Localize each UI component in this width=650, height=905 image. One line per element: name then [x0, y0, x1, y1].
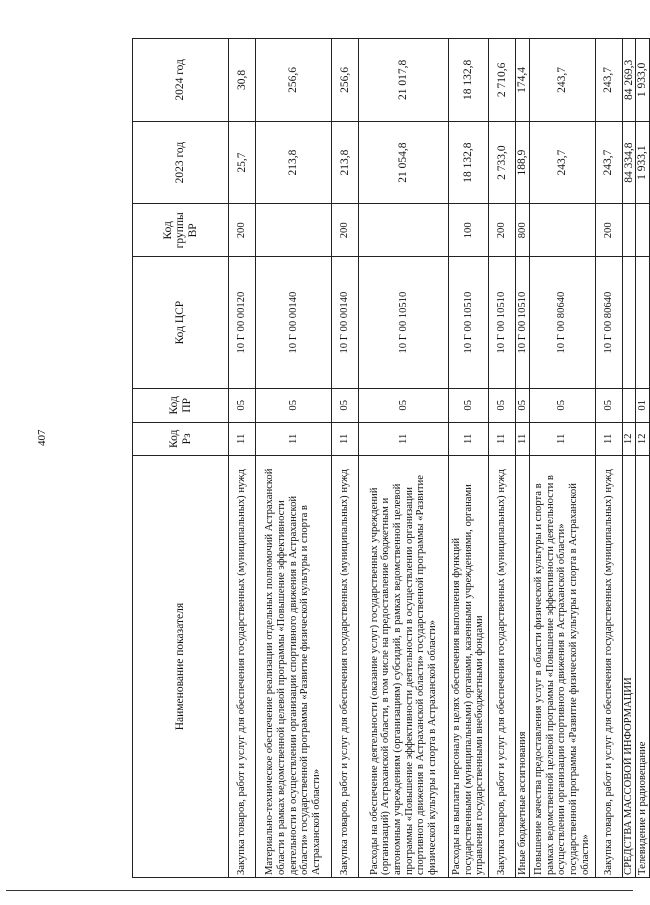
cell-vr — [529, 204, 595, 257]
cell-pr: 05 — [595, 389, 622, 423]
table-row — [229, 39, 256, 878]
cell-pr: 05 — [516, 389, 530, 423]
cell-2023: 243,7 — [595, 121, 622, 204]
cell-2023: 1 933,1 — [636, 121, 650, 204]
cell-name: Материально-техническое обеспечение реализации отдельных полномочий Астраханской области в рамках ведомственной целевой программы «Повышение эффективности деятельности в осуществлении организации спортивного движения в Астраханской области» государственной программы «Развитие физической культуры и спорта в Астраханской области» — [256, 456, 332, 878]
table-row — [636, 39, 650, 878]
table-header-row — [133, 39, 229, 878]
cell-pr: 01 — [636, 389, 650, 423]
cell-csr: 10 Г 00 00120 — [229, 257, 256, 389]
cell-2023: 18 132,8 — [449, 121, 489, 204]
header-pr: Код ПР — [133, 389, 229, 423]
cell-vr: 200 — [332, 204, 359, 257]
cell-rz: 11 — [229, 422, 256, 456]
cell-name: Расходы на обеспечение деятельности (оказание услуг) государственных учреждений (организаций) Астраханской области, в том числе на предоставление бюджетным и автономным учреждениям (организациям) субсидий, в рамках ведомственной целевой программы «Повышение эффективности деятельности в осуществлении организации спортивного движения в Астраханской области» государственной программы «Развитие физической культуры и спорта в Астраханской области» — [359, 456, 449, 878]
header-rz: Код Рз — [133, 422, 229, 456]
table-row — [489, 39, 516, 878]
cell-csr: 10 Г 00 00140 — [256, 257, 332, 389]
cell-rz: 11 — [359, 422, 449, 456]
table-row — [256, 39, 332, 878]
cell-name: Закупка товаров, работ и услуг для обеспечения государственных (муниципальных) нужд — [229, 456, 256, 878]
table-row — [516, 39, 530, 878]
cell-2024: 243,7 — [595, 39, 622, 122]
cell-vr: 800 — [516, 204, 530, 257]
cell-pr: 05 — [332, 389, 359, 423]
cell-csr: 10 Г 00 10510 — [359, 257, 449, 389]
cell-name: Телевидение и радиовещание — [636, 456, 650, 878]
cell-2023: 21 054,8 — [359, 121, 449, 204]
cell-2024: 18 132,8 — [449, 39, 489, 122]
cell-2023: 213,8 — [256, 121, 332, 204]
cell-name: Повышение качества предоставления услуг в области физической культуры и спорта в рамках ведомственной целевой программы «Повышение эффективности деятельности в осуществлении организации спортивного движения в Астраханской области» государственной программы «Развитие физической культуры и спорта в Астраханской области» — [529, 456, 595, 878]
cell-2023: 25,7 — [229, 121, 256, 204]
table-row — [595, 39, 622, 878]
table-row — [332, 39, 359, 878]
cell-pr: 05 — [529, 389, 595, 423]
cell-2024: 1 933,0 — [636, 39, 650, 122]
cell-2024: 174,4 — [516, 39, 530, 122]
cell-pr: 05 — [449, 389, 489, 423]
cell-2024: 2 710,6 — [489, 39, 516, 122]
header-2023: 2023 год — [133, 121, 229, 204]
cell-pr — [622, 389, 636, 423]
cell-2024: 243,7 — [529, 39, 595, 122]
document-page — [132, 38, 649, 878]
cell-vr: 100 — [449, 204, 489, 257]
cell-rz: 12 — [636, 422, 650, 456]
cell-name: Закупка товаров, работ и услуг для обеспечения государственных (муниципальных) нужд — [595, 456, 622, 878]
cell-vr — [256, 204, 332, 257]
cell-vr: 200 — [595, 204, 622, 257]
cell-rz: 11 — [449, 422, 489, 456]
page-number: 407 — [36, 429, 48, 446]
cell-2023: 2 733,0 — [489, 121, 516, 204]
header-csr: Код ЦСР — [133, 257, 229, 389]
header-name: Наименование показателя — [133, 456, 229, 878]
cell-rz: 11 — [595, 422, 622, 456]
cell-vr — [636, 204, 650, 257]
header-2024: 2024 год — [133, 39, 229, 122]
budget-table — [132, 38, 650, 878]
cell-pr: 05 — [229, 389, 256, 423]
cell-2024: 256,6 — [332, 39, 359, 122]
cell-name: Иные бюджетные ассигнования — [516, 456, 530, 878]
cell-pr: 05 — [256, 389, 332, 423]
cell-name: Закупка товаров, работ и услуг для обеспечения государственных (муниципальных) нужд — [332, 456, 359, 878]
cell-vr: 200 — [489, 204, 516, 257]
cell-rz: 11 — [256, 422, 332, 456]
page-bottom-rule — [6, 890, 633, 891]
cell-name: Закупка товаров, работ и услуг для обеспечения государственных (муниципальных) нужд — [489, 456, 516, 878]
cell-2023: 243,7 — [529, 121, 595, 204]
cell-2024: 30,8 — [229, 39, 256, 122]
cell-vr — [622, 204, 636, 257]
cell-name: СРЕДСТВА МАССОВОЙ ИНФОРМАЦИИ — [622, 456, 636, 878]
cell-csr: 10 Г 00 10510 — [449, 257, 489, 389]
cell-2023: 213,8 — [332, 121, 359, 204]
cell-csr: 10 Г 00 80640 — [595, 257, 622, 389]
cell-rz: 11 — [332, 422, 359, 456]
cell-2023: 84 334,8 — [622, 121, 636, 204]
cell-2024: 84 269,3 — [622, 39, 636, 122]
cell-name: Расходы на выплаты персоналу в целях обеспечения выполнения функций государственными (муниципальными) органами, казенными учреждениями, органами управления государственными внебюджетными фондами — [449, 456, 489, 878]
cell-2024: 256,6 — [256, 39, 332, 122]
cell-csr: 10 Г 00 80640 — [529, 257, 595, 389]
table-row — [449, 39, 489, 878]
table-row — [529, 39, 595, 878]
cell-rz: 11 — [489, 422, 516, 456]
cell-rz: 11 — [516, 422, 530, 456]
cell-pr: 05 — [359, 389, 449, 423]
cell-rz: 12 — [622, 422, 636, 456]
cell-csr: 10 Г 00 00140 — [332, 257, 359, 389]
cell-pr: 05 — [489, 389, 516, 423]
cell-2024: 21 017,8 — [359, 39, 449, 122]
cell-vr — [359, 204, 449, 257]
cell-csr: 10 Г 00 10510 — [516, 257, 530, 389]
table-row — [622, 39, 636, 878]
cell-csr — [622, 257, 636, 389]
cell-csr — [636, 257, 650, 389]
header-vr: Код группы ВР — [133, 204, 229, 257]
cell-vr: 200 — [229, 204, 256, 257]
cell-csr: 10 Г 00 10510 — [489, 257, 516, 389]
cell-rz: 11 — [529, 422, 595, 456]
table-row — [359, 39, 449, 878]
cell-2023: 188,9 — [516, 121, 530, 204]
